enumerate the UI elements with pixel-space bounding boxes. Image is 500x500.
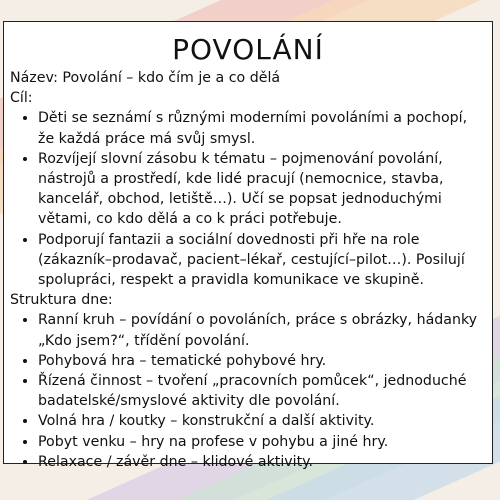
goal-item: • Děti se seznámí s různými moderními povoláními a pochopí, že každá práce má svůj smysl. <box>38 108 486 148</box>
structure-item: • Pohybová hra – tematické pohybové hry. <box>38 351 486 371</box>
structure-item: • Relaxace / závěr dne – klidové aktivity. <box>38 452 486 472</box>
structure-item: • Volná hra / koutky – konstrukční a další aktivity. <box>38 411 486 431</box>
content-card <box>3 21 493 470</box>
structure-heading: Struktura dne: <box>10 292 113 309</box>
structure-item: • Pobyt venku – hry na profese v pohybu a jiné hry. <box>38 432 486 452</box>
goal-heading: Cíl: <box>10 90 33 107</box>
goal-item: • Podporují fantazii a sociální dovednosti při hře na role (zákazník–prodavač, pacient–lékař, cestující–pilot…). Posilují spolupráci, respekt a pravidla komunikace ve skupině. <box>38 230 486 291</box>
page-title: POVOLÁNÍ <box>172 33 324 66</box>
goal-item: • Rozvíjejí slovní zásobu k tématu – pojmenování povolání, nástrojů a prostředí, kde lidé pracují (nemocnice, stavba, kancelář, obchod, letiště…). Učí se popsat jednoduchými větami, co kdo dělá a co k práci potřebuje. <box>38 149 486 230</box>
structure-list <box>10 310 486 472</box>
structure-item: • Ranní kruh – povídání o povoláních, práce s obrázky, hádanky „Kdo jsem?“, třídění povolání. <box>38 310 486 350</box>
name-line: Název: Povolání – kdo čím je a co dělá <box>10 70 281 86</box>
goal-list <box>10 108 486 290</box>
structure-item: • Řízená činnost – tvoření „pracovních pomůcek“, jednoduché badatelské/smyslové aktivity dle povolání. <box>38 371 486 411</box>
